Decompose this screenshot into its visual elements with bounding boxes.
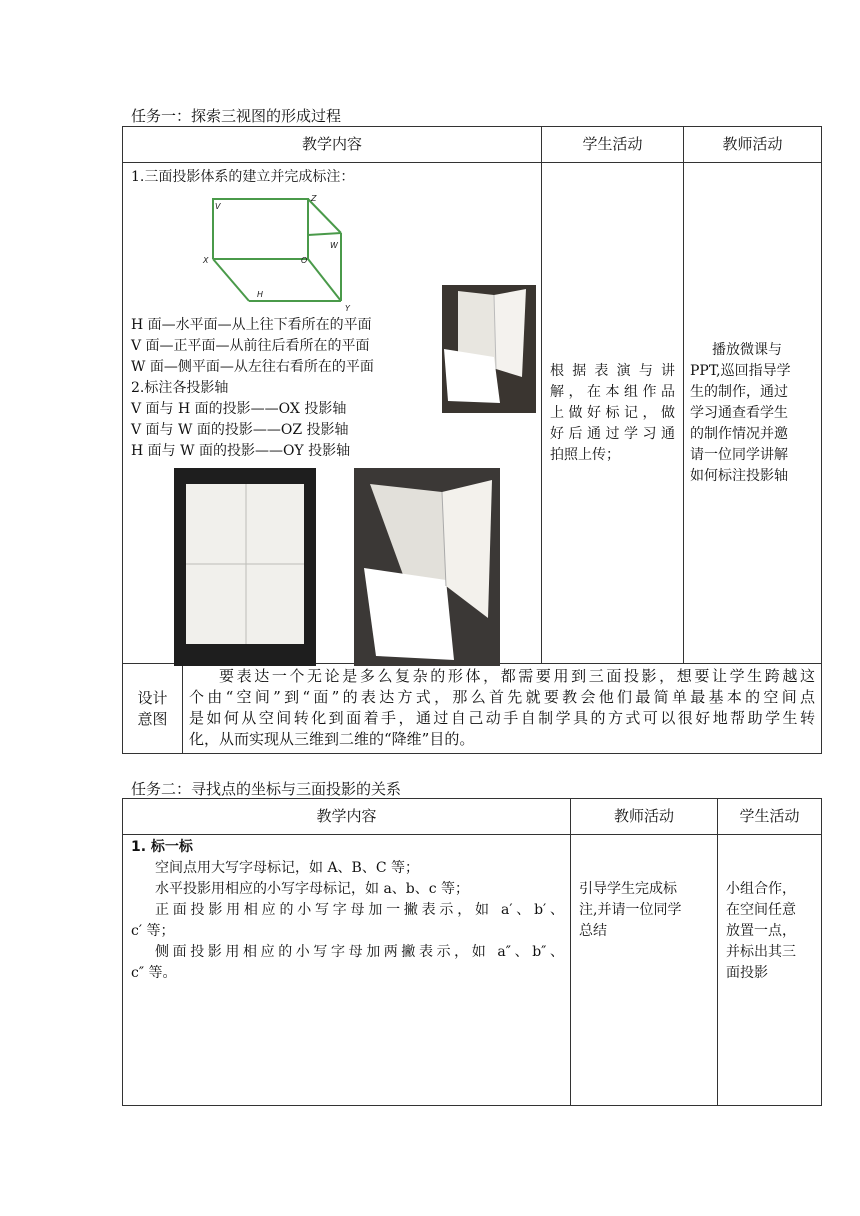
diagram-label-y: Y [345, 304, 350, 313]
task2-title: 1. 标一标 [131, 839, 193, 855]
task2-line: 水平投影用相应的小写字母标记，如 a、b、c 等； [155, 881, 470, 897]
plane-line-h: H 面—水平面—从上往下看所在的平面 [131, 317, 372, 333]
task1-teacher-line: 生的制作，通过 [690, 383, 789, 400]
axis-line-ox: V 面与 H 面的投影——OX 投影轴 [131, 401, 347, 417]
task2-student-line: 小组合作， [726, 881, 796, 897]
design-line: 是如何从空间转化到面着手，通过自己动手自制学具的方式可以很好地帮助学生转 [189, 709, 816, 727]
task2-teacher-line: 总结 [579, 923, 607, 939]
task2-header-teacher: 教师活动 [571, 799, 718, 835]
diagram-label-z: Z [311, 194, 317, 203]
diagram-label-v: V [215, 202, 221, 211]
task1-student-line: 拍照上传； [550, 446, 621, 463]
design-intent-label [123, 664, 183, 754]
design-label-line: 设计 [137, 688, 168, 707]
task2-header-student: 学生活动 [718, 799, 822, 835]
folded-paper-photo-2 [354, 468, 500, 666]
task2-student-line: 并标出其三 [726, 944, 796, 960]
task2-student-cell [718, 835, 822, 1106]
plane-line-w: W 面—侧平面—从左往右看所在的平面 [131, 359, 374, 375]
task1-table [122, 126, 822, 754]
axis-line-oz: V 面与 W 面的投影——OZ 投影轴 [131, 422, 349, 438]
folded-paper-photo-1 [442, 285, 536, 413]
task2-line: 正面投影用相应的小写字母加一撇表示，如 a′、b′、 [155, 902, 564, 918]
task1-teacher-line: 的制作情况并邀 [690, 425, 789, 442]
task1-teacher-line: PPT,巡回指导学 [690, 362, 791, 379]
task2-content-cell [123, 835, 571, 1106]
task1-student-cell [542, 163, 684, 664]
task2-teacher-cell [571, 835, 718, 1106]
diagram-label-o: O [301, 256, 308, 265]
design-line: 要表达一个无论是多么复杂的形体，都需要用到三面投影，想要让学生跨越这 [219, 667, 816, 685]
diagram-label-w: W [330, 241, 338, 250]
task1-student-line: 根据表演与讲 [550, 362, 676, 379]
step2-title: 2.标注各投影轴 [131, 380, 229, 396]
design-line: 化，从而实现从三维到二维的“降维”目的。 [189, 730, 475, 748]
unfolded-paper-photo [174, 468, 316, 666]
design-label-line: 意图 [137, 709, 168, 728]
task1-teacher-line: 播放微课与 [712, 341, 783, 358]
design-line: 个由“空间”到“面”的表达方式，那么首先就要教会他们最简单最基本的空间点 [189, 688, 816, 706]
task1-teacher-line: 学习通查看学生 [690, 404, 789, 421]
task1-student-line: 解，在本组作品 [550, 383, 676, 400]
task1-content-cell [123, 163, 542, 664]
task1-header-content: 教学内容 [123, 127, 542, 163]
task2-student-line: 在空间任意 [726, 902, 796, 918]
task2-line: 侧面投影用相应的小写字母加两撇表示，如 a″、b″、 [155, 944, 564, 960]
task2-student-line: 面投影 [726, 965, 768, 981]
task2-line: 空间点用大写字母标记，如 A、B、C 等； [155, 860, 420, 876]
task2-student-line: 放置一点， [726, 923, 796, 939]
task2-teacher-line: 注,并请一位同学 [579, 902, 682, 918]
task2-line: c′ 等； [131, 923, 175, 939]
task1-student-line: 好后通过学习通 [550, 425, 676, 442]
task1-teacher-line: 如何标注投影轴 [690, 467, 789, 484]
task1-header-student: 学生活动 [542, 127, 684, 163]
plane-line-v: V 面—正平面—从前往后看所在的平面 [131, 338, 370, 354]
axis-line-oy: H 面与 W 面的投影——OY 投影轴 [131, 443, 351, 459]
diagram-label-x: X [203, 256, 209, 265]
design-intent-text [183, 664, 822, 754]
task1-header-teacher: 教师活动 [684, 127, 822, 163]
projection-box-diagram [193, 193, 363, 315]
task1-teacher-cell [684, 163, 822, 664]
task2-table [122, 798, 822, 1106]
diagram-label-h: H [257, 290, 264, 299]
step1-title: 1.三面投影体系的建立并完成标注： [131, 169, 355, 185]
task1-student-line: 上做好标记，做 [550, 404, 676, 421]
task1-teacher-line: 请一位同学讲解 [690, 446, 789, 463]
task2-teacher-line: 引导学生完成标 [579, 881, 677, 897]
task1-caption: 任务一：探索三视图的形成过程 [131, 107, 342, 125]
plane-lines [131, 315, 374, 462]
task2-header-content: 教学内容 [123, 799, 571, 835]
task2-line: c″ 等。 [131, 965, 177, 981]
task2-caption: 任务二：寻找点的坐标与三面投影的关系 [131, 780, 402, 798]
